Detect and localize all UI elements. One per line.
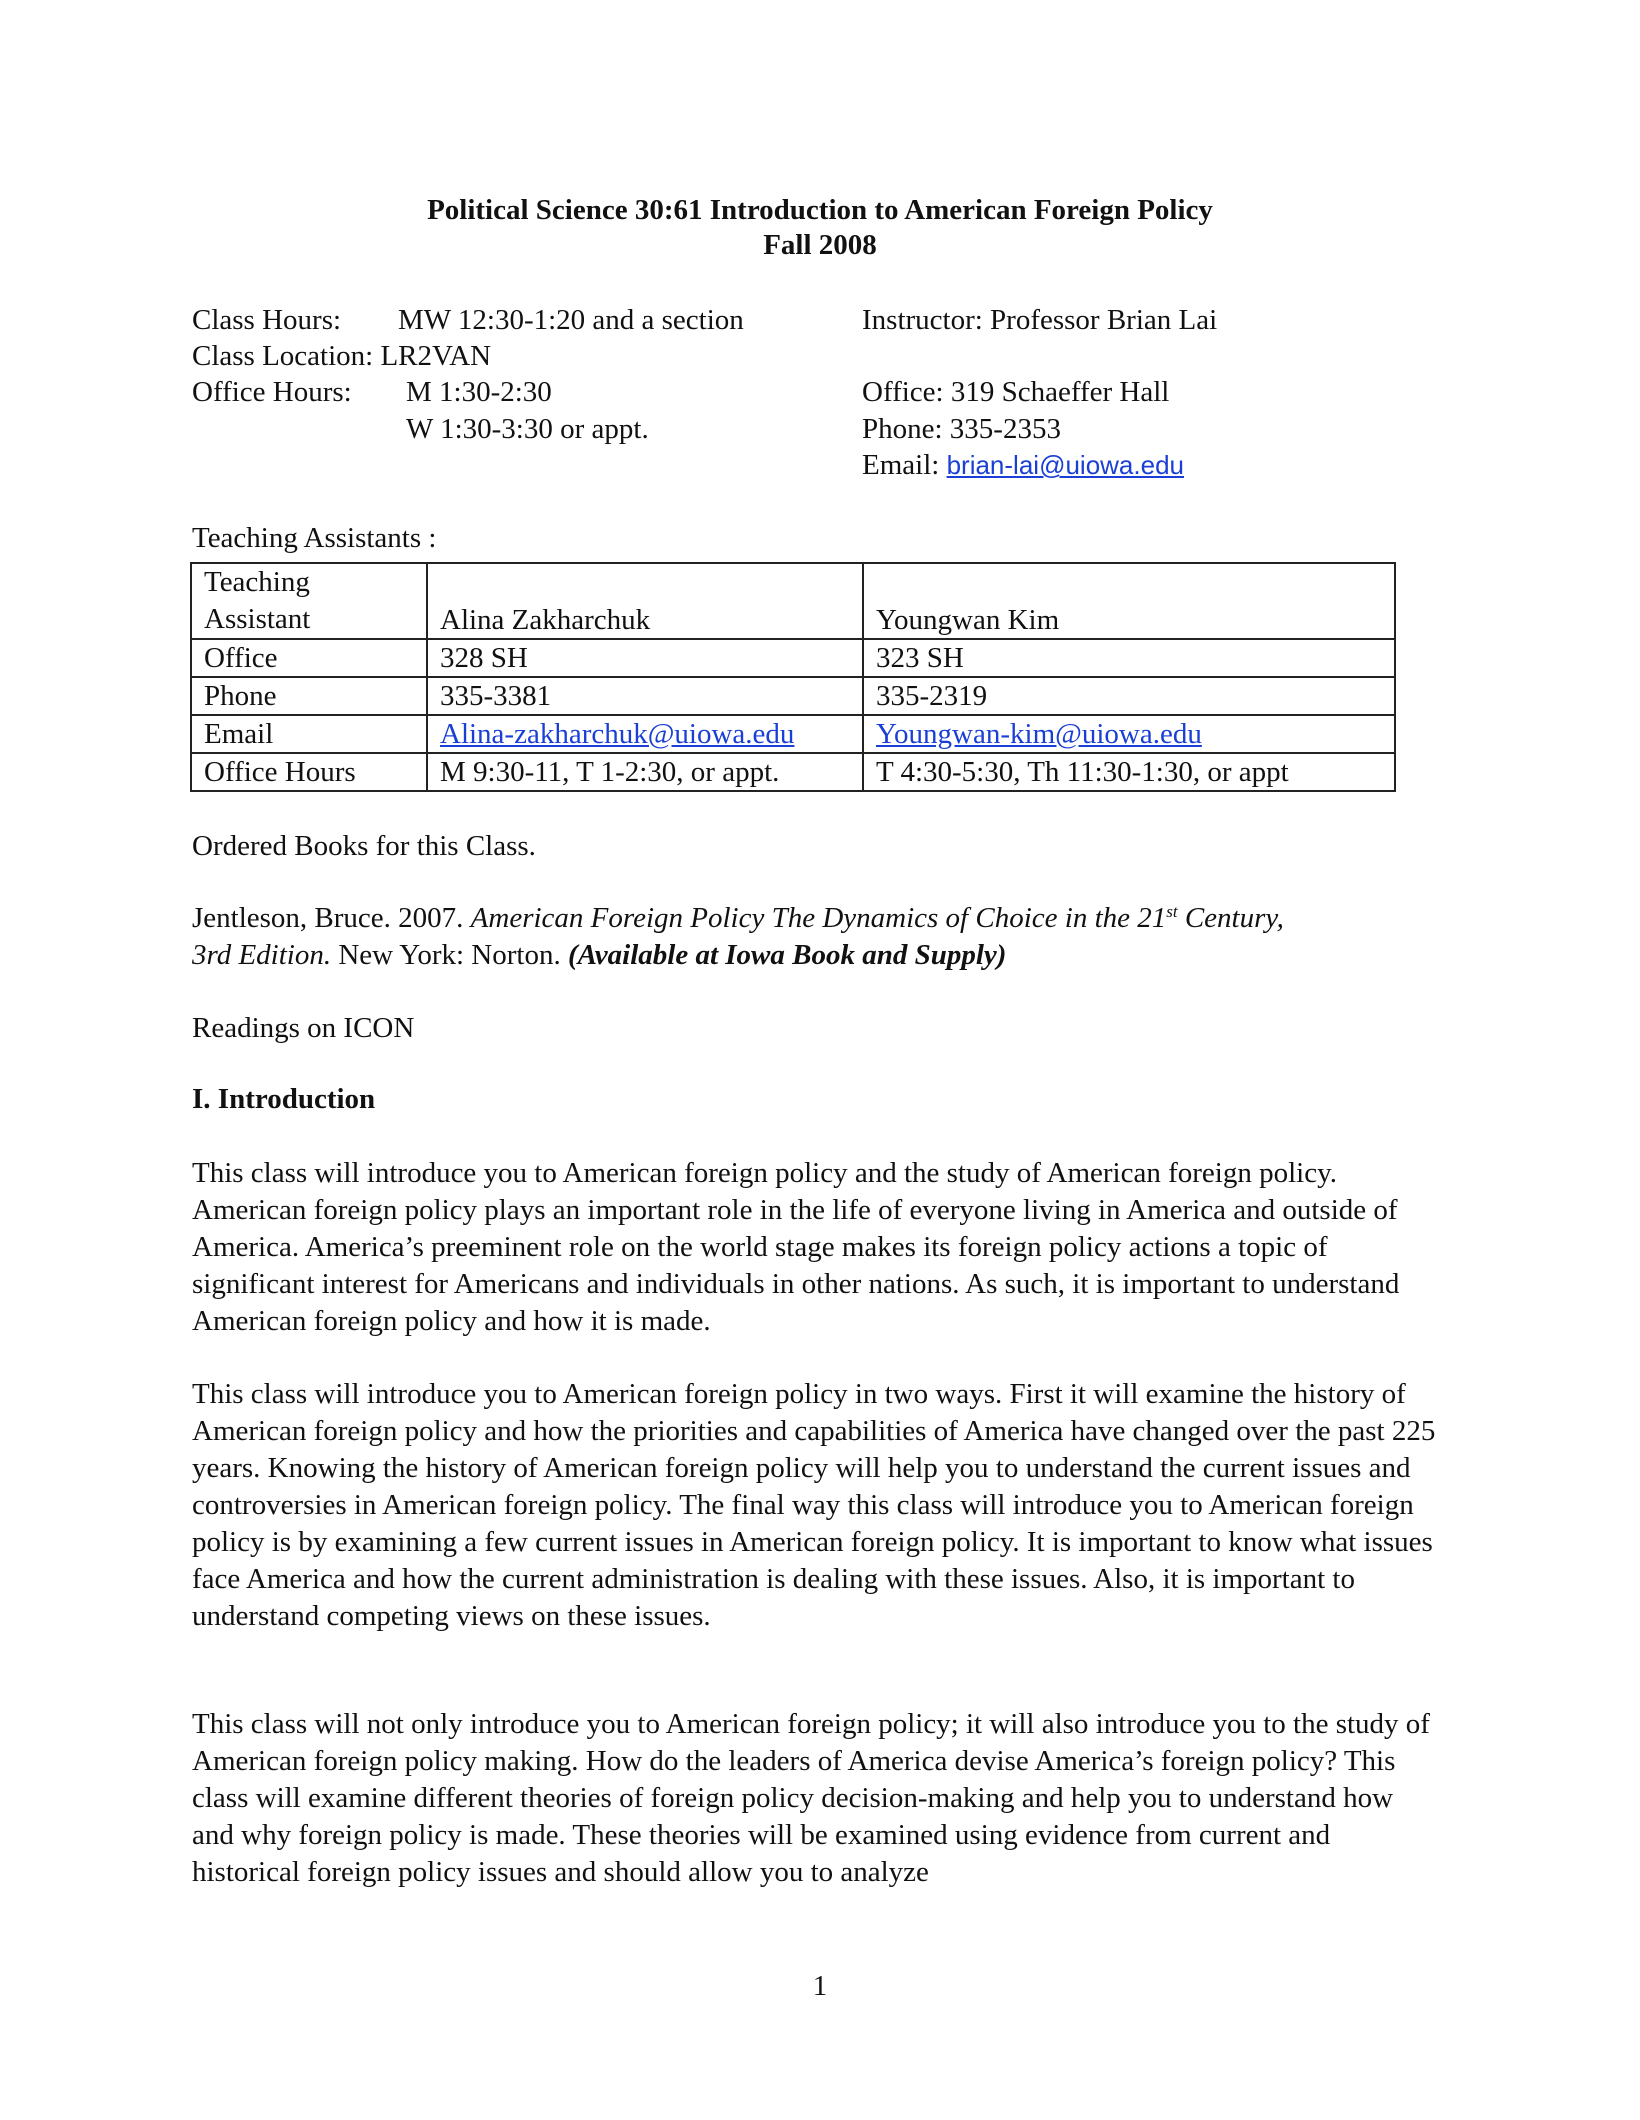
ta-header-label: Teaching Assistant [204, 566, 311, 635]
ta-header-name-2: Youngwan Kim [863, 563, 1395, 639]
table-row [191, 677, 1395, 715]
table-row [191, 639, 1395, 677]
citation-publisher: New York: Norton. [338, 939, 561, 971]
paragraph-text: This class will not only introduce you to American foreign policy; it will also introduce you to the study of American foreign policy making. How do the leaders of America devise America’s foreign policy? This class will examine different theories of foreign policy decision-making and help you to understand how and why foreign policy is made. These theories will be examined using evidence from current and historical foreign policy issues and should allow you to analyze [192, 1708, 1430, 1888]
citation-edition: 3rd Edition. [192, 939, 332, 971]
ta-email-link-2[interactable]: Youngwan-kim@uiowa.edu [876, 718, 1202, 750]
table-cell: T 4:30-5:30, Th 11:30-1:30, or appt [863, 753, 1395, 791]
table-cell: 335-2319 [863, 677, 1395, 715]
citation-title-superscript: st [1166, 902, 1178, 921]
ta-email-link-1[interactable]: Alina-zakharchuk@uiowa.edu [440, 718, 795, 750]
table-cell: M 9:30-11, T 1-2:30, or appt. [427, 753, 863, 791]
citation-title: American Foreign Policy The Dynamics of Choice in the 21 [470, 902, 1167, 934]
table-row-label: Email [191, 715, 427, 753]
table-row [191, 753, 1395, 791]
citation-author: Jentleson, Bruce. 2007. [192, 902, 464, 934]
ta-header-name-1: Alina Zakharchuk [427, 563, 863, 639]
table-cell-email [863, 715, 1395, 753]
instructor-phone: Phone: 335-2353 [862, 413, 1061, 445]
book-citation [192, 900, 1442, 974]
intro-paragraph-3 [192, 1706, 1442, 1891]
instructor-office: Office: 319 Schaeffer Hall [862, 376, 1170, 408]
document-title: Political Science 30:61 Introduction to American Foreign Policy [427, 194, 1213, 226]
instructor-email-row [862, 447, 1184, 484]
ordered-books-label: Ordered Books for this Class. [192, 830, 536, 862]
class-location: Class Location: LR2VAN [192, 340, 492, 372]
table-cell: 335-3381 [427, 677, 863, 715]
document-term: Fall 2008 [763, 229, 877, 261]
class-hours-value: MW 12:30-1:20 and a section [398, 304, 744, 336]
section-heading-introduction: I. Introduction [192, 1083, 376, 1115]
table-cell: 323 SH [863, 639, 1395, 677]
office-hours-monday: M 1:30-2:30 [406, 376, 552, 408]
instructor: Instructor: Professor Brian Lai [862, 304, 1218, 336]
readings-on-icon: Readings on ICON [192, 1012, 415, 1044]
table-cell: 328 SH [427, 639, 863, 677]
class-hours-label: Class Hours: [192, 304, 342, 336]
table-row [191, 715, 1395, 753]
citation-title-end: Century, [1184, 902, 1284, 934]
ta-table-header-row [191, 563, 1395, 639]
table-cell-email [427, 715, 863, 753]
ta-header-cell [191, 563, 427, 639]
citation-availability: (Available at Iowa Book and Supply) [567, 939, 1007, 971]
instructor-email-link[interactable]: brian-lai@uiowa.edu [946, 450, 1184, 480]
office-hours-wednesday: W 1:30-3:30 or appt. [406, 413, 649, 445]
paragraph-text: This class will introduce you to American foreign policy and the study of American foreign policy. American foreign policy plays an important role in the life of everyone living in America and outside of America. America’s preeminent role on the world stage makes its foreign policy actions a topic of significant interest for Americans and individuals in other nations. As such, it is important to understand American foreign policy and how it is made. [192, 1157, 1400, 1337]
intro-paragraph-2 [192, 1376, 1442, 1635]
table-row-label: Office Hours [191, 753, 427, 791]
ta-table [190, 562, 1396, 792]
instructor-email-label: Email: [862, 449, 940, 481]
intro-paragraph-1 [192, 1155, 1442, 1340]
office-hours-label: Office Hours: [192, 376, 352, 408]
page-number: 1 [812, 1970, 828, 2002]
table-row-label: Office [191, 639, 427, 677]
ta-section-label: Teaching Assistants : [192, 522, 437, 554]
table-row-label: Phone [191, 677, 427, 715]
paragraph-text: This class will introduce you to American foreign policy in two ways. First it will examine the history of American foreign policy and how the priorities and capabilities of America have changed over the past 225 years. Knowing the history of American foreign policy will help you to understand the current issues and controversies in American foreign policy. The final way this class will introduce you to American foreign policy is by examining a few current issues in American foreign policy. It is important to know what issues face America and how the current administration is dealing with these issues. Also, it is important to understand competing views on these issues. [192, 1378, 1436, 1632]
